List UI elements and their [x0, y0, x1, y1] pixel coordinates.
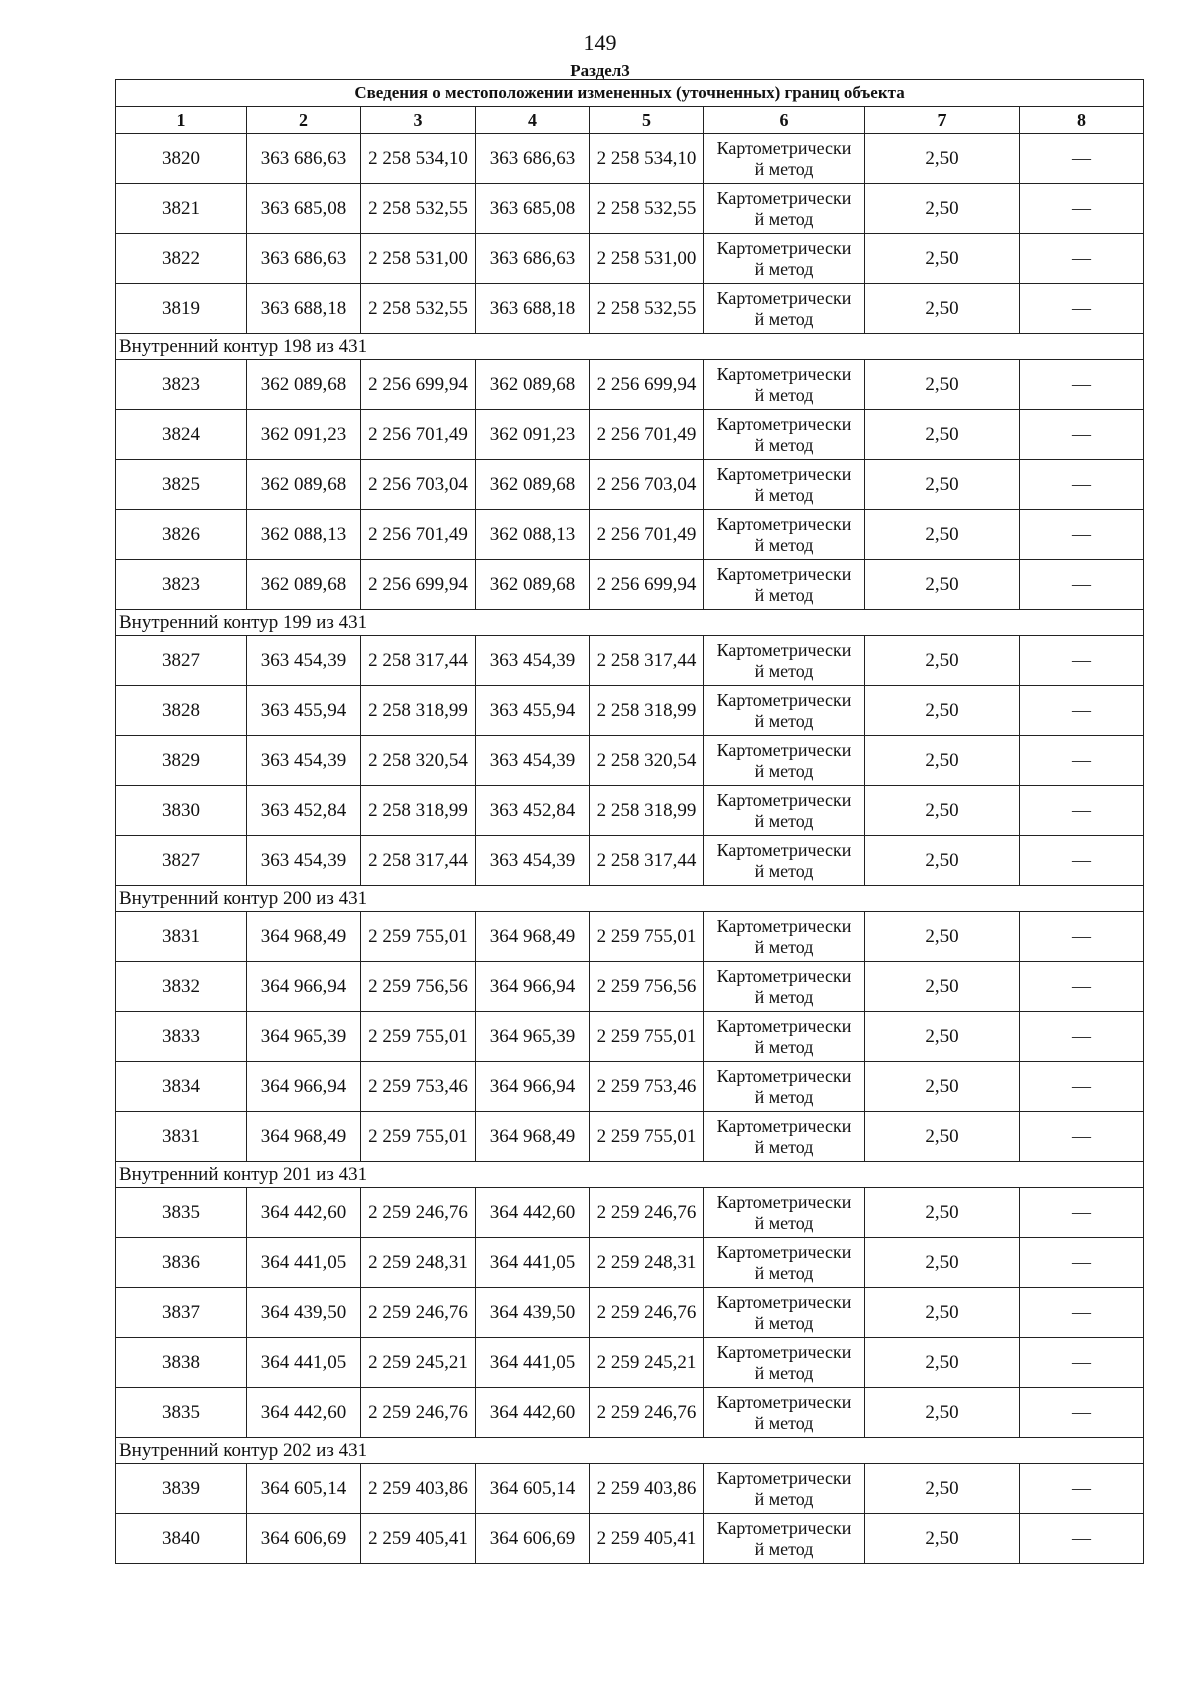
description-cell: —	[1020, 962, 1144, 1012]
description-cell: —	[1020, 636, 1144, 686]
x-old-cell: 363 454,39	[247, 736, 361, 786]
table-row	[116, 636, 1144, 686]
x-new-cell: 363 685,08	[476, 184, 590, 234]
y-old-cell: 2 258 318,99	[361, 686, 476, 736]
y-new-cell: 2 258 318,99	[590, 786, 704, 836]
column-header: 6	[704, 107, 865, 134]
table-row	[116, 1288, 1144, 1338]
table-row	[116, 912, 1144, 962]
x-new-cell: 362 089,68	[476, 460, 590, 510]
x-new-cell: 364 439,50	[476, 1288, 590, 1338]
x-old-cell: 364 968,49	[247, 1112, 361, 1162]
point-number-cell: 3835	[116, 1388, 247, 1438]
description-cell: —	[1020, 1288, 1144, 1338]
column-header: 4	[476, 107, 590, 134]
column-header: 8	[1020, 107, 1144, 134]
accuracy-cell: 2,50	[865, 1514, 1020, 1564]
method-cell: Картометрически й метод	[704, 510, 865, 560]
x-old-cell: 362 089,68	[247, 360, 361, 410]
point-number-cell: 3831	[116, 912, 247, 962]
y-new-cell: 2 259 755,01	[590, 912, 704, 962]
method-cell: Картометрически й метод	[704, 1464, 865, 1514]
y-new-cell: 2 258 532,55	[590, 284, 704, 334]
point-number-cell: 3819	[116, 284, 247, 334]
accuracy-cell: 2,50	[865, 962, 1020, 1012]
table-row	[116, 284, 1144, 334]
y-old-cell: 2 258 532,55	[361, 284, 476, 334]
contour-label: Внутренний контур 202 из 431	[116, 1438, 1144, 1464]
y-old-cell: 2 258 320,54	[361, 736, 476, 786]
accuracy-cell: 2,50	[865, 1238, 1020, 1288]
y-old-cell: 2 256 701,49	[361, 410, 476, 460]
description-cell: —	[1020, 134, 1144, 184]
table-row	[116, 360, 1144, 410]
method-cell: Картометрически й метод	[704, 636, 865, 686]
method-cell: Картометрически й метод	[704, 1188, 865, 1238]
y-old-cell: 2 258 317,44	[361, 836, 476, 886]
point-number-cell: 3820	[116, 134, 247, 184]
y-new-cell: 2 258 534,10	[590, 134, 704, 184]
y-new-cell: 2 259 405,41	[590, 1514, 704, 1564]
table-body	[116, 80, 1144, 1564]
accuracy-cell: 2,50	[865, 1338, 1020, 1388]
y-old-cell: 2 256 701,49	[361, 510, 476, 560]
description-cell: —	[1020, 410, 1144, 460]
table-row	[116, 1062, 1144, 1112]
method-cell: Картометрически й метод	[704, 460, 865, 510]
accuracy-cell: 2,50	[865, 1464, 1020, 1514]
x-old-cell: 363 452,84	[247, 786, 361, 836]
x-old-cell: 363 686,63	[247, 134, 361, 184]
accuracy-cell: 2,50	[865, 912, 1020, 962]
method-cell: Картометрически й метод	[704, 560, 865, 610]
accuracy-cell: 2,50	[865, 1188, 1020, 1238]
x-new-cell: 364 605,14	[476, 1464, 590, 1514]
x-new-cell: 364 965,39	[476, 1012, 590, 1062]
y-old-cell: 2 256 699,94	[361, 560, 476, 610]
table-row	[116, 184, 1144, 234]
description-cell: —	[1020, 360, 1144, 410]
table-row	[116, 1238, 1144, 1288]
description-cell: —	[1020, 560, 1144, 610]
table-row	[116, 234, 1144, 284]
y-old-cell: 2 258 317,44	[361, 636, 476, 686]
description-cell: —	[1020, 184, 1144, 234]
x-old-cell: 364 439,50	[247, 1288, 361, 1338]
x-new-cell: 362 088,13	[476, 510, 590, 560]
table-row	[116, 736, 1144, 786]
description-cell: —	[1020, 836, 1144, 886]
contour-header-row	[116, 886, 1144, 912]
method-cell: Картометрически й метод	[704, 1012, 865, 1062]
x-old-cell: 364 442,60	[247, 1188, 361, 1238]
x-old-cell: 363 685,08	[247, 184, 361, 234]
accuracy-cell: 2,50	[865, 1288, 1020, 1338]
y-new-cell: 2 259 246,76	[590, 1388, 704, 1438]
description-cell: —	[1020, 786, 1144, 836]
contour-header-row	[116, 610, 1144, 636]
x-new-cell: 363 454,39	[476, 636, 590, 686]
method-cell: Картометрически й метод	[704, 1388, 865, 1438]
contour-header-row	[116, 334, 1144, 360]
contour-header-row	[116, 1438, 1144, 1464]
y-new-cell: 2 259 756,56	[590, 962, 704, 1012]
method-cell: Картометрически й метод	[704, 1514, 865, 1564]
table-row	[116, 410, 1144, 460]
method-cell: Картометрически й метод	[704, 360, 865, 410]
y-new-cell: 2 259 246,76	[590, 1288, 704, 1338]
accuracy-cell: 2,50	[865, 460, 1020, 510]
accuracy-cell: 2,50	[865, 284, 1020, 334]
point-number-cell: 3833	[116, 1012, 247, 1062]
column-header: 7	[865, 107, 1020, 134]
table-row	[116, 836, 1144, 886]
accuracy-cell: 2,50	[865, 510, 1020, 560]
accuracy-cell: 2,50	[865, 686, 1020, 736]
point-number-cell: 3834	[116, 1062, 247, 1112]
x-old-cell: 362 089,68	[247, 560, 361, 610]
boundary-table	[115, 79, 1144, 1564]
description-cell: —	[1020, 686, 1144, 736]
method-cell: Картометрически й метод	[704, 1288, 865, 1338]
point-number-cell: 3821	[116, 184, 247, 234]
description-cell: —	[1020, 912, 1144, 962]
method-cell: Картометрически й метод	[704, 1338, 865, 1388]
y-new-cell: 2 259 753,46	[590, 1062, 704, 1112]
accuracy-cell: 2,50	[865, 636, 1020, 686]
x-new-cell: 364 442,60	[476, 1388, 590, 1438]
description-cell: —	[1020, 1188, 1144, 1238]
accuracy-cell: 2,50	[865, 360, 1020, 410]
y-old-cell: 2 258 534,10	[361, 134, 476, 184]
point-number-cell: 3822	[116, 234, 247, 284]
x-new-cell: 362 089,68	[476, 360, 590, 410]
point-number-cell: 3835	[116, 1188, 247, 1238]
accuracy-cell: 2,50	[865, 234, 1020, 284]
contour-label: Внутренний контур 198 из 431	[116, 334, 1144, 360]
y-old-cell: 2 259 246,76	[361, 1388, 476, 1438]
method-cell: Картометрически й метод	[704, 836, 865, 886]
method-cell: Картометрически й метод	[704, 284, 865, 334]
y-old-cell: 2 259 246,76	[361, 1288, 476, 1338]
description-cell: —	[1020, 460, 1144, 510]
table-row	[116, 1188, 1144, 1238]
y-old-cell: 2 258 532,55	[361, 184, 476, 234]
y-new-cell: 2 258 532,55	[590, 184, 704, 234]
x-new-cell: 364 966,94	[476, 1062, 590, 1112]
y-new-cell: 2 258 317,44	[590, 636, 704, 686]
y-new-cell: 2 258 317,44	[590, 836, 704, 886]
table-row	[116, 510, 1144, 560]
table-row	[116, 686, 1144, 736]
table-row	[116, 1112, 1144, 1162]
point-number-cell: 3826	[116, 510, 247, 560]
table-row	[116, 460, 1144, 510]
column-header-row	[116, 107, 1144, 134]
method-cell: Картометрически й метод	[704, 134, 865, 184]
y-old-cell: 2 259 245,21	[361, 1338, 476, 1388]
table-row	[116, 786, 1144, 836]
contour-label: Внутренний контур 201 из 431	[116, 1162, 1144, 1188]
x-new-cell: 364 441,05	[476, 1338, 590, 1388]
accuracy-cell: 2,50	[865, 1388, 1020, 1438]
point-number-cell: 3824	[116, 410, 247, 460]
y-new-cell: 2 258 318,99	[590, 686, 704, 736]
description-cell: —	[1020, 1012, 1144, 1062]
x-new-cell: 364 968,49	[476, 912, 590, 962]
description-cell: —	[1020, 1388, 1144, 1438]
table-title: Сведения о местоположении измененных (уточненных) границ объекта	[116, 80, 1144, 107]
method-cell: Картометрически й метод	[704, 912, 865, 962]
point-number-cell: 3827	[116, 636, 247, 686]
description-cell: —	[1020, 736, 1144, 786]
point-number-cell: 3827	[116, 836, 247, 886]
contour-label: Внутренний контур 200 из 431	[116, 886, 1144, 912]
y-old-cell: 2 256 703,04	[361, 460, 476, 510]
point-number-cell: 3836	[116, 1238, 247, 1288]
method-cell: Картометрически й метод	[704, 1238, 865, 1288]
description-cell: —	[1020, 284, 1144, 334]
y-old-cell: 2 259 755,01	[361, 1012, 476, 1062]
point-number-cell: 3837	[116, 1288, 247, 1338]
accuracy-cell: 2,50	[865, 184, 1020, 234]
column-header: 5	[590, 107, 704, 134]
x-new-cell: 363 452,84	[476, 786, 590, 836]
y-old-cell: 2 259 755,01	[361, 1112, 476, 1162]
method-cell: Картометрически й метод	[704, 410, 865, 460]
x-new-cell: 364 968,49	[476, 1112, 590, 1162]
description-cell: —	[1020, 1238, 1144, 1288]
point-number-cell: 3838	[116, 1338, 247, 1388]
x-new-cell: 364 442,60	[476, 1188, 590, 1238]
section-label: Раздел3	[570, 61, 630, 80]
x-old-cell: 364 966,94	[247, 1062, 361, 1112]
y-old-cell: 2 258 318,99	[361, 786, 476, 836]
y-old-cell: 2 259 755,01	[361, 912, 476, 962]
point-number-cell: 3828	[116, 686, 247, 736]
y-new-cell: 2 258 320,54	[590, 736, 704, 786]
accuracy-cell: 2,50	[865, 134, 1020, 184]
description-cell: —	[1020, 1514, 1144, 1564]
table-row	[116, 1388, 1144, 1438]
x-old-cell: 364 442,60	[247, 1388, 361, 1438]
column-header: 1	[116, 107, 247, 134]
table-row	[116, 134, 1144, 184]
method-cell: Картометрически й метод	[704, 1112, 865, 1162]
description-cell: —	[1020, 1464, 1144, 1514]
y-old-cell: 2 259 246,76	[361, 1188, 476, 1238]
x-old-cell: 364 968,49	[247, 912, 361, 962]
y-old-cell: 2 259 248,31	[361, 1238, 476, 1288]
point-number-cell: 3840	[116, 1514, 247, 1564]
method-cell: Картометрически й метод	[704, 234, 865, 284]
accuracy-cell: 2,50	[865, 1112, 1020, 1162]
x-new-cell: 363 454,39	[476, 836, 590, 886]
column-header: 2	[247, 107, 361, 134]
x-old-cell: 362 091,23	[247, 410, 361, 460]
x-new-cell: 362 091,23	[476, 410, 590, 460]
point-number-cell: 3823	[116, 360, 247, 410]
accuracy-cell: 2,50	[865, 836, 1020, 886]
x-old-cell: 362 089,68	[247, 460, 361, 510]
x-new-cell: 363 686,63	[476, 134, 590, 184]
accuracy-cell: 2,50	[865, 786, 1020, 836]
method-cell: Картометрически й метод	[704, 184, 865, 234]
table-row	[116, 1338, 1144, 1388]
y-new-cell: 2 256 699,94	[590, 560, 704, 610]
x-new-cell: 364 966,94	[476, 962, 590, 1012]
x-new-cell: 362 089,68	[476, 560, 590, 610]
y-new-cell: 2 256 701,49	[590, 410, 704, 460]
x-new-cell: 364 606,69	[476, 1514, 590, 1564]
column-header: 3	[361, 107, 476, 134]
point-number-cell: 3830	[116, 786, 247, 836]
y-new-cell: 2 259 403,86	[590, 1464, 704, 1514]
x-old-cell: 363 688,18	[247, 284, 361, 334]
contour-label: Внутренний контур 199 из 431	[116, 610, 1144, 636]
y-new-cell: 2 259 245,21	[590, 1338, 704, 1388]
accuracy-cell: 2,50	[865, 410, 1020, 460]
page-number: 149	[583, 30, 617, 55]
accuracy-cell: 2,50	[865, 1012, 1020, 1062]
accuracy-cell: 2,50	[865, 1062, 1020, 1112]
description-cell: —	[1020, 1112, 1144, 1162]
method-cell: Картометрически й метод	[704, 962, 865, 1012]
y-old-cell: 2 259 753,46	[361, 1062, 476, 1112]
x-new-cell: 363 454,39	[476, 736, 590, 786]
point-number-cell: 3823	[116, 560, 247, 610]
table-row	[116, 962, 1144, 1012]
x-new-cell: 364 441,05	[476, 1238, 590, 1288]
x-old-cell: 363 455,94	[247, 686, 361, 736]
y-new-cell: 2 256 703,04	[590, 460, 704, 510]
point-number-cell: 3825	[116, 460, 247, 510]
accuracy-cell: 2,50	[865, 560, 1020, 610]
method-cell: Картометрически й метод	[704, 786, 865, 836]
x-new-cell: 363 455,94	[476, 686, 590, 736]
method-cell: Картометрически й метод	[704, 1062, 865, 1112]
x-old-cell: 364 441,05	[247, 1338, 361, 1388]
contour-header-row	[116, 1162, 1144, 1188]
y-old-cell: 2 259 756,56	[361, 962, 476, 1012]
y-new-cell: 2 259 755,01	[590, 1112, 704, 1162]
table-row	[116, 1464, 1144, 1514]
y-old-cell: 2 259 403,86	[361, 1464, 476, 1514]
table-title-row	[116, 80, 1144, 107]
y-new-cell: 2 259 246,76	[590, 1188, 704, 1238]
x-old-cell: 364 441,05	[247, 1238, 361, 1288]
point-number-cell: 3832	[116, 962, 247, 1012]
x-old-cell: 362 088,13	[247, 510, 361, 560]
x-old-cell: 364 605,14	[247, 1464, 361, 1514]
x-new-cell: 363 686,63	[476, 234, 590, 284]
table-row	[116, 560, 1144, 610]
y-new-cell: 2 259 248,31	[590, 1238, 704, 1288]
point-number-cell: 3829	[116, 736, 247, 786]
x-old-cell: 364 966,94	[247, 962, 361, 1012]
point-number-cell: 3831	[116, 1112, 247, 1162]
description-cell: —	[1020, 1338, 1144, 1388]
x-old-cell: 364 965,39	[247, 1012, 361, 1062]
method-cell: Картометрически й метод	[704, 686, 865, 736]
y-new-cell: 2 256 699,94	[590, 360, 704, 410]
y-old-cell: 2 258 531,00	[361, 234, 476, 284]
point-number-cell: 3839	[116, 1464, 247, 1514]
table-row	[116, 1012, 1144, 1062]
x-old-cell: 363 454,39	[247, 836, 361, 886]
method-cell: Картометрически й метод	[704, 736, 865, 786]
y-old-cell: 2 259 405,41	[361, 1514, 476, 1564]
y-new-cell: 2 256 701,49	[590, 510, 704, 560]
table-row	[116, 1514, 1144, 1564]
x-old-cell: 363 454,39	[247, 636, 361, 686]
description-cell: —	[1020, 1062, 1144, 1112]
y-new-cell: 2 258 531,00	[590, 234, 704, 284]
x-new-cell: 363 688,18	[476, 284, 590, 334]
x-old-cell: 364 606,69	[247, 1514, 361, 1564]
x-old-cell: 363 686,63	[247, 234, 361, 284]
y-old-cell: 2 256 699,94	[361, 360, 476, 410]
description-cell: —	[1020, 234, 1144, 284]
y-new-cell: 2 259 755,01	[590, 1012, 704, 1062]
accuracy-cell: 2,50	[865, 736, 1020, 786]
description-cell: —	[1020, 510, 1144, 560]
